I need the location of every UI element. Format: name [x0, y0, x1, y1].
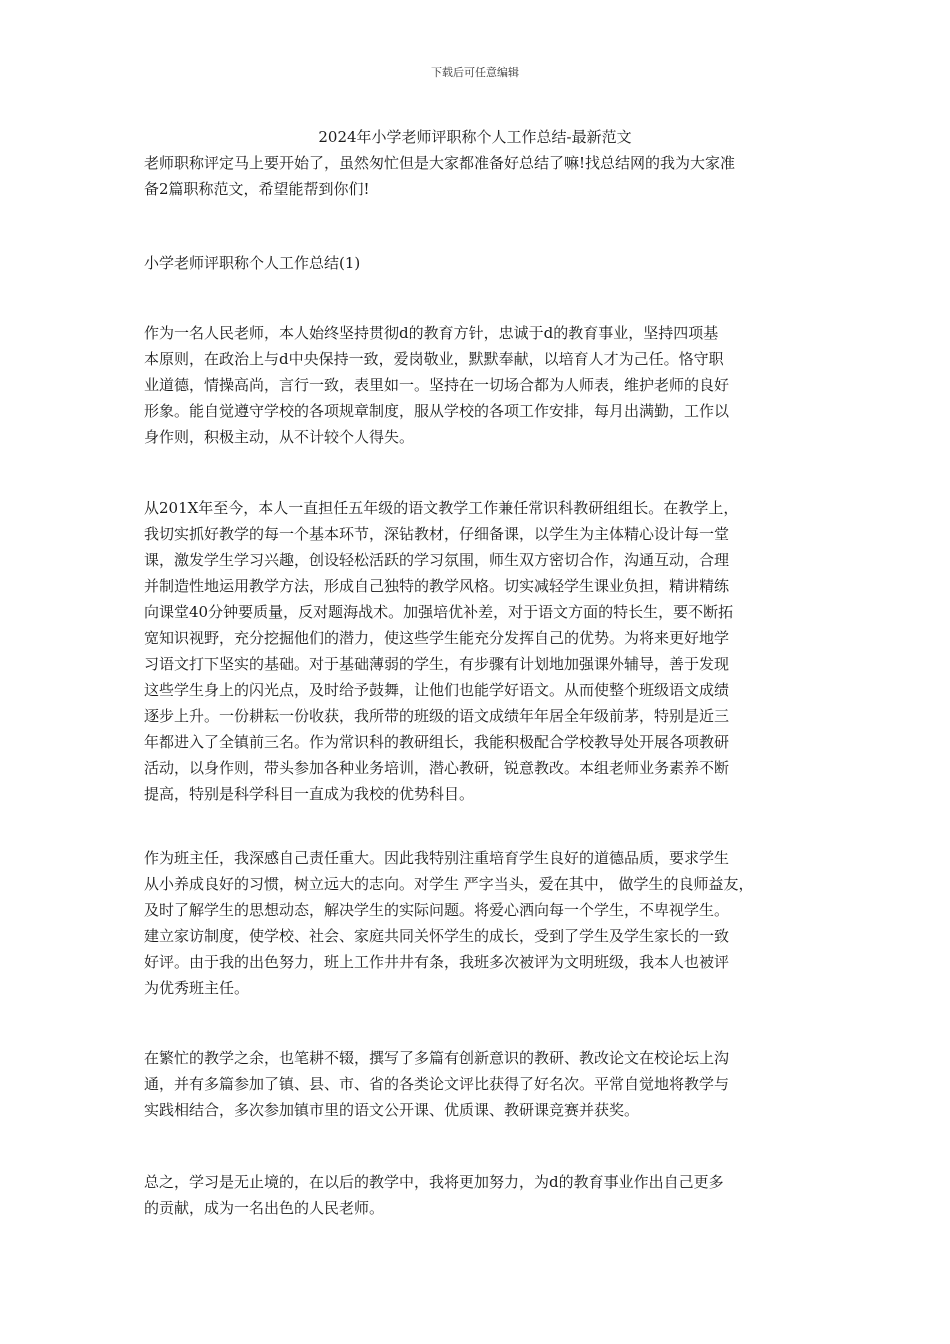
paragraph-line: 逐步上升。一份耕耘一份收获，我所带的班级的语文成绩年年居全年级前茅，特别是近三 — [144, 707, 730, 725]
paragraph-line: 通，并有多篇参加了镇、县、市、省的各类论文评比获得了好名次。平常自觉地将教学与 — [144, 1075, 730, 1093]
paragraph-line: 向课堂40分钟要质量，反对题海战术。加强培优补差，对于语文方面的特长生，要不断拓 — [144, 603, 734, 621]
intro-paragraph — [144, 150, 814, 202]
paragraph-line: 业道德，情操高尚，言行一致，表里如一。坚持在一切场合都为人师表，维护老师的良好 — [144, 376, 730, 394]
page-header-note: 下载后可任意编辑 — [431, 66, 519, 79]
paragraph-line: 从201X年至今，本人一直担任五年级的语文教学工作兼任常识科教研组组长。在教学上， — [144, 499, 739, 517]
paragraph-3 — [144, 845, 814, 1001]
paragraph-line: 的贡献，成为一名出色的人民老师。 — [144, 1199, 385, 1217]
paragraph-2 — [144, 495, 814, 807]
paragraph-line: 宽知识视野，充分挖掘他们的潜力，使这些学生能充分发挥自己的优势。为将来更好地学 — [144, 629, 730, 647]
paragraph-line: 实践相结合，多次参加镇市里的语文公开课、优质课、教研课竞赛并获奖。 — [144, 1101, 640, 1119]
paragraph-line: 为优秀班主任。 — [144, 979, 250, 997]
intro-line: 备2篇职称范文，希望能帮到你们! — [144, 180, 370, 198]
paragraph-line: 总之，学习是无止境的，在以后的教学中，我将更加努力，为d的教育事业作出自己更多 — [144, 1173, 724, 1191]
paragraph-line: 建立家访制度，使学校、社会、家庭共同关怀学生的成长，受到了学生及学生家长的一致 — [144, 927, 730, 945]
intro-line: 老师职称评定马上要开始了，虽然匆忙但是大家都准备好总结了嘛!找总结网的我为大家准 — [144, 154, 736, 172]
paragraph-line: 年都进入了全镇前三名。作为常识科的教研组长，我能积极配合学校教导处开展各项教研 — [144, 733, 730, 751]
section-subtitle: 小学老师评职称个人工作总结(1) — [144, 254, 361, 272]
paragraph-line: 我切实抓好教学的每一个基本环节，深钻教材，仔细备课，以学生为主体精心设计每一堂 — [144, 525, 730, 543]
paragraph-line: 习语文打下坚实的基础。对于基础薄弱的学生，有步骤有计划地加强课外辅导，善于发现 — [144, 655, 730, 673]
paragraph-line: 本原则，在政治上与d中央保持一致，爱岗敬业，默默奉献，以培育人才为己任。恪守职 — [144, 350, 724, 368]
paragraph-line: 提高，特别是科学科目一直成为我校的优势科目。 — [144, 785, 475, 803]
paragraph-line: 从小养成良好的习惯，树立远大的志向。对学生 严字当头，爱在其中， 做学生的良师益友， — [144, 875, 754, 893]
paragraph-line: 及时了解学生的思想动态，解决学生的实际问题。将爱心洒向每一个学生，不卑视学生。 — [144, 901, 730, 919]
paragraph-line: 形象。能自觉遵守学校的各项规章制度，服从学校的各项工作安排，每月出满勤，工作以 — [144, 402, 730, 420]
paragraph-line: 好评。由于我的出色努力，班上工作井井有条，我班多次被评为文明班级，我本人也被评 — [144, 953, 730, 971]
paragraph-line: 活动，以身作则，带头参加各种业务培训，潜心教研，锐意教改。本组老师业务素养不断 — [144, 759, 730, 777]
paragraph-4 — [144, 1045, 814, 1123]
paragraph-line: 在繁忙的教学之余，也笔耕不辍，撰写了多篇有创新意识的教研、教改论文在校论坛上沟 — [144, 1049, 730, 1067]
document-title: 2024年小学老师评职称个人工作总结-最新范文 — [318, 128, 632, 146]
paragraph-line: 作为一名人民老师，本人始终坚持贯彻d的教育方针，忠诚于d的教育事业，坚持四项基 — [144, 324, 719, 342]
paragraph-line: 这些学生身上的闪光点，及时给予鼓舞，让他们也能学好语文。从而使整个班级语文成绩 — [144, 681, 730, 699]
paragraph-line: 作为班主任，我深感自己责任重大。因此我特别注重培育学生良好的道德品质，要求学生 — [144, 849, 730, 867]
paragraph-line: 并制造性地运用教学方法，形成自己独特的教学风格。切实减轻学生课业负担，精讲精练 — [144, 577, 730, 595]
paragraph-5 — [144, 1169, 814, 1221]
paragraph-line: 课，激发学生学习兴趣，创设轻松活跃的学习氛围，师生双方密切合作，沟通互动，合理 — [144, 551, 730, 569]
paragraph-line: 身作则，积极主动，从不计较个人得失。 — [144, 428, 415, 446]
paragraph-1 — [144, 320, 814, 450]
